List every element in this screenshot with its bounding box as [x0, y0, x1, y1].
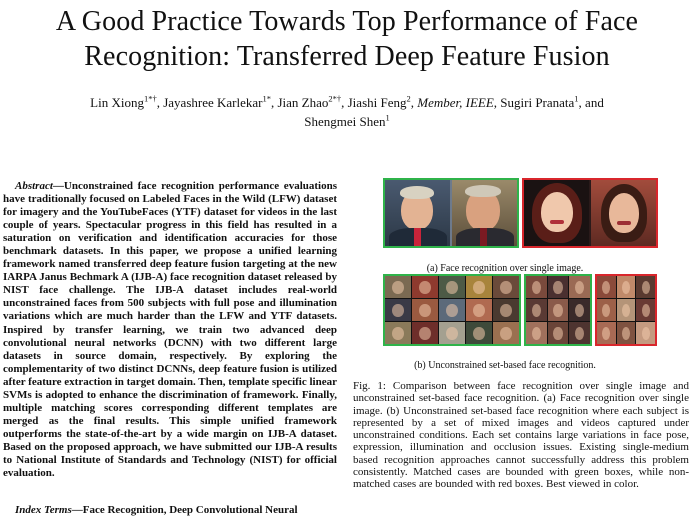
author-list: Lin Xiong$^{1*\dagger}$, Jayashree Karlekar$^{1*}$, Jian Zhao$^{2*\dagger}$, Jiashi Feng$^2$, Member, IEEE, Sugiri Pranata$^1$, and Shengmei Shen$^1$	[90, 93, 604, 129]
non-matched-face-pair	[522, 178, 658, 248]
face-photo	[385, 180, 450, 246]
author-affiliation: 1*†	[143, 93, 157, 104]
author-name: Sugiri Pranata	[500, 95, 575, 110]
title-line-2: Recognition: Transferred Deep Feature Fusion	[84, 41, 610, 72]
author-conjunction: and	[585, 95, 604, 110]
author-name: Jiashi Feng	[347, 95, 407, 110]
face-photo	[591, 180, 656, 246]
matched-image-set	[524, 274, 592, 346]
face-photo	[524, 180, 589, 246]
index-terms	[3, 504, 337, 517]
author-name: Jian Zhao	[277, 95, 329, 110]
author-affiliation: 1*	[262, 93, 271, 104]
author-role: Member, IEEE	[417, 95, 494, 110]
subfigure-a-caption: (a) Face recognition over single image.	[426, 263, 584, 274]
index-terms-text: —Face Recognition, Deep Convolutional Neural	[71, 504, 298, 516]
matched-face-pair	[383, 178, 519, 248]
author-name: Lin Xiong	[90, 95, 144, 110]
author-affiliation: 1	[385, 112, 390, 123]
abstract-text: —Unconstrained face recognition performance evaluations have traditionally focused on Labeled Faces in the Wild (LFW) dataset for imagery and the YouTubeFaces (YTF) dataset for videos in the last couple of years. Spectacular progress in this field has resulted in a saturation on verification and identification accuracies for those benchmark datasets. In this paper, we propose a unified learning framework named transferred deep feature fusion targeting at the new IARPA Janus Bechmark A (IJB-A) face recognition dataset released by NIST face challenge. The IJB-A dataset includes real-world unconstrained faces from 500 subjects with full pose and illumination variations which are much harder than the LFW and YTF datasets. Inspired by transfer learning, we train two advanced deep convolutional neural networks (DCNN) with two different large datasets in source domain, respectively. By exploring the complementarity of two distinct DCNNs, deep feature fusion is utilized after feature extraction in target domain. Then, template specific linear SVMs is adopted to enhance the discrimination of framework. Finally, multiple matching scores corresponding different templates are merged as the final results. This simple unified framework outperforms the state-of-the-art by a wide margin on IJB-A dataset. Based on the proposed approach, we have submitted our IJB-A results to National Institute of Standards and Technology (NIST) for official evaluation.	[3, 180, 337, 480]
author-name: Shengmei Shen	[304, 114, 386, 129]
abstract	[3, 180, 337, 480]
index-terms-heading: Index Terms	[15, 504, 72, 516]
matched-image-set	[383, 274, 521, 346]
author-affiliation: 2*†	[328, 93, 342, 104]
face-photo	[452, 180, 517, 246]
author-name: Jayashree Karlekar	[163, 95, 263, 110]
figure-caption: Fig. 1: Comparison between face recognition over single image and unconstrained set-based face recognition. (a) Face recognition over single image. (b) Unconstrained set-based face recognition where each subject is represented by a set of mixed images and videos captured under unconstrained conditions. Each set contains large variations in face pose, expression, illumination and occlusion issues. Existing single-medium based recognition approaches cannot successfully address this problem consistently. Matched cases are bounded with green boxes, while non-matched cases are bounded with red boxes. Best viewed in color.	[353, 380, 689, 491]
abstract-heading: Abstract	[15, 180, 53, 192]
paper-title	[0, 4, 694, 74]
author-affiliation: 2	[406, 93, 411, 104]
title-line-1: A Good Practice Towards Top Performance of Face	[55, 6, 639, 37]
non-matched-image-set	[595, 274, 657, 346]
subfigure-b-caption: (b) Unconstrained set-based face recognition.	[414, 360, 596, 371]
author-affiliation: 1	[574, 93, 579, 104]
